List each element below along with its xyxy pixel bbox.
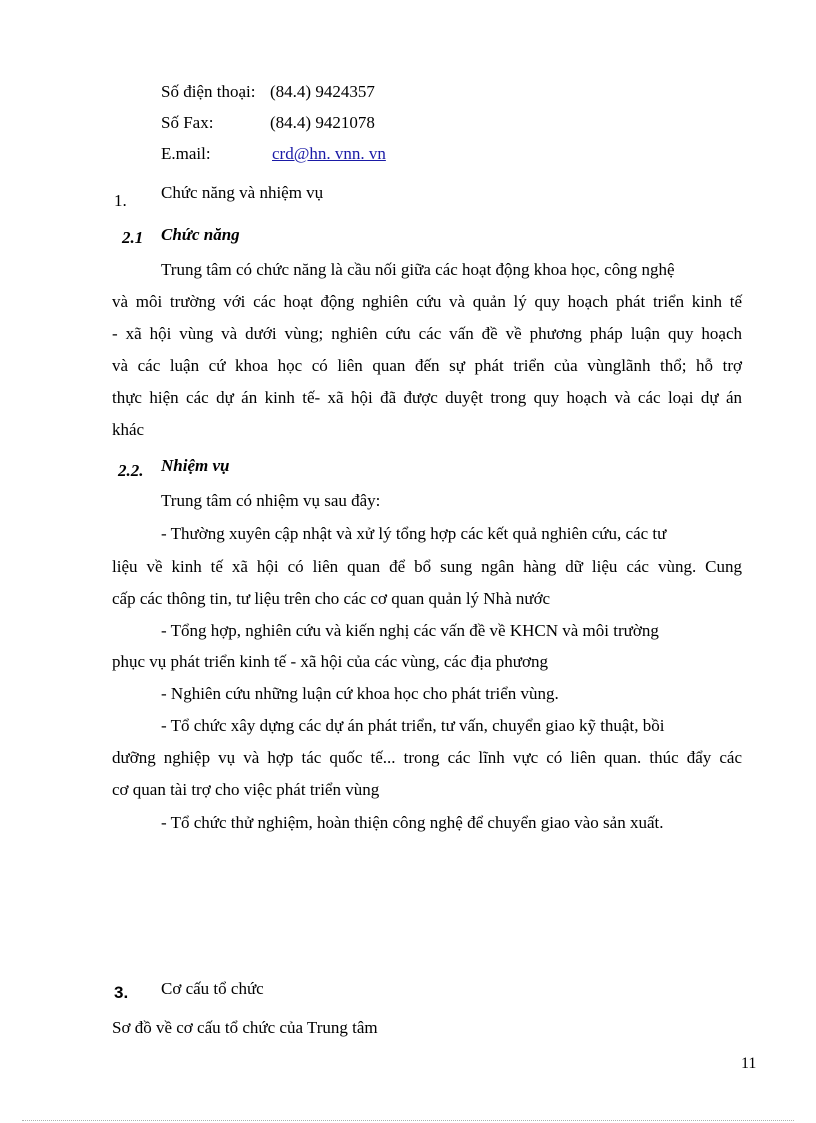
section-2-1-number: 2.1: [122, 228, 144, 247]
section-3-heading: Cơ cấu tổ chức: [161, 979, 264, 998]
page-number: 11: [741, 1055, 757, 1072]
phone-value: (84.4) 9424357: [270, 82, 375, 101]
function-paragraph-line: thực hiện các dự án kinh tế- xã hội đã được duyệt trong quy hoạch và các loại dự án: [112, 388, 742, 407]
duty-line: - Tổ chức xây dựng các dự án phát triển, tư vấn, chuyển giao kỹ thuật, bồi: [161, 716, 665, 735]
section-2-2-heading: Nhiệm vụ: [161, 456, 230, 475]
email-link-wrapper: [272, 144, 386, 164]
duty-line: cấp các thông tin, tư liệu trên cho các cơ quan quản lý Nhà nước: [112, 589, 551, 608]
section-1-number: 1.: [114, 191, 127, 210]
duty-line: - Tổng hợp, nghiên cứu và kiến nghị các vấn đề về KHCN và môi trường: [161, 621, 659, 640]
fax-value: (84.4) 9421078: [270, 113, 375, 132]
function-paragraph-line: - xã hội vùng và dưới vùng; nghiên cứu các vấn đề về phương pháp luận quy hoạch: [112, 324, 742, 343]
duty-line: - Thường xuyên cập nhật và xử lý tổng hợp các kết quả nghiên cứu, các tư: [161, 524, 667, 543]
function-paragraph-line: và các luận cứ khoa học có liên quan đến sự phát triển của vùnglãnh thổ; hỗ trợ: [112, 356, 742, 375]
duty-line: liệu về kinh tế xã hội có liên quan để bổ sung ngân hàng dữ liệu các vùng. Cung: [112, 557, 742, 576]
duty-line: phục vụ phát triển kinh tế - xã hội của các vùng, các địa phương: [112, 652, 548, 671]
function-paragraph-line: và môi trường với các hoạt động nghiên cứu và quản lý quy hoạch phát triển kinh tế: [112, 292, 742, 311]
section-1-heading: Chức năng và nhiệm vụ: [161, 183, 324, 202]
email-link[interactable]: crd@hn. vnn. vn: [272, 144, 386, 163]
duty-line: dưỡng nghiệp vụ và hợp tác quốc tế... trong các lĩnh vực có liên quan. thúc đẩy các: [112, 748, 742, 767]
fax-label: Số Fax:: [161, 113, 214, 132]
page-bottom-rule: [22, 1120, 794, 1121]
email-label: E.mail:: [161, 144, 211, 163]
duty-line: cơ quan tài trợ cho việc phát triển vùng: [112, 780, 380, 799]
function-paragraph-line: khác: [112, 420, 145, 439]
function-paragraph-line: Trung tâm có chức năng là cầu nối giữa các hoạt động khoa học, công nghệ: [161, 260, 675, 279]
duties-intro: Trung tâm có nhiệm vụ sau đây:: [161, 491, 381, 510]
org-chart-caption: Sơ đồ về cơ cấu tổ chức của Trung tâm: [112, 1018, 378, 1037]
duty-line: - Nghiên cứu những luận cứ khoa học cho phát triển vùng.: [161, 684, 559, 703]
section-2-2-number: 2.2.: [118, 461, 144, 480]
section-3-number: 3.: [114, 983, 129, 1002]
duty-line: - Tổ chức thử nghiệm, hoàn thiện công nghệ để chuyển giao vào sản xuất.: [161, 813, 664, 832]
phone-label: Số điện thoại:: [161, 82, 256, 101]
section-2-1-heading: Chức năng: [161, 225, 240, 244]
